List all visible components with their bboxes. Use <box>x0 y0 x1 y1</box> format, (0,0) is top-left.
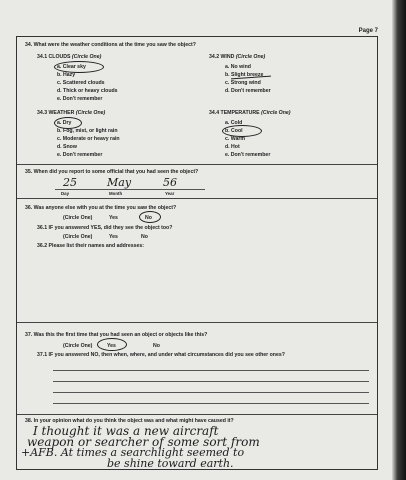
q37-circle-one: (Circle One) <box>63 343 93 349</box>
q37-yes[interactable]: Yes <box>107 343 116 349</box>
q37-answer-line-1[interactable] <box>53 370 369 371</box>
q35-day-label: Day <box>61 191 70 196</box>
q371-text: 37.1 IF you answered NO, then when, where, and under what circumstances did you see other ones? <box>37 352 285 358</box>
q35-date-line <box>55 189 205 190</box>
form-frame <box>16 36 378 470</box>
page-number: Page 7 <box>358 28 378 34</box>
q35-year-label: Year <box>165 191 175 196</box>
temperature-option-c[interactable]: c. Warm <box>225 136 245 142</box>
weather-option-c[interactable]: c. Moderate or heavy rain <box>57 136 120 142</box>
q36-circle-one: (Circle One) <box>63 215 93 221</box>
clouds-option-e[interactable]: e. Don't remember <box>57 96 103 102</box>
wind-option-c[interactable]: c. Strong wind <box>225 80 261 86</box>
weather-answer-circle <box>54 117 82 129</box>
q36-yes[interactable]: Yes <box>109 215 118 221</box>
q37-answer-line-2[interactable] <box>53 381 369 382</box>
wind-option-d[interactable]: d. Don't remember <box>225 88 271 94</box>
q361-circle-one: (Circle One) <box>63 234 93 240</box>
clouds-answer-circle <box>54 61 104 73</box>
q34-weather-label: 34.3 WEATHER (Circle One) <box>37 110 106 116</box>
q36-answer-circle <box>139 211 161 223</box>
section-38 <box>17 415 377 469</box>
q361-no[interactable]: No <box>141 234 148 240</box>
q36-title: 36. Was anyone else with you at the time you saw the object? <box>25 205 177 211</box>
q38-answer-line-1: I thought it was a new aircraft <box>33 424 219 438</box>
section-35 <box>17 165 377 199</box>
q34-temperature-label: 34.4 TEMPERATURE (Circle One) <box>209 110 291 116</box>
q37-title: 37. Was this the first time that you had seen an object or objects like this? <box>25 332 208 338</box>
clouds-option-a[interactable]: a. Clear sky <box>57 64 86 70</box>
clouds-option-d[interactable]: d. Thick or heavy clouds <box>57 88 118 94</box>
temperature-answer-circle <box>222 125 262 137</box>
q38-title: 38. In your opinion what do you think the object was and what might have caused it? <box>25 418 234 424</box>
temperature-option-a[interactable]: a. Cold <box>225 120 243 126</box>
wind-option-a[interactable]: a. No wind <box>225 64 251 70</box>
q35-title: 35. When did you report to some official that you had seen the object? <box>25 169 199 175</box>
q361-yes[interactable]: Yes <box>109 234 118 240</box>
q37-answer-line-4[interactable] <box>53 403 369 404</box>
section-34 <box>17 37 377 165</box>
q36-no[interactable]: No <box>145 215 152 221</box>
q37-no[interactable]: No <box>153 343 160 349</box>
temperature-option-b[interactable]: b. Cool <box>225 128 243 134</box>
weather-option-d[interactable]: d. Snow <box>57 144 77 150</box>
q34-wind-label: 34.2 WIND (Circle One) <box>209 54 266 60</box>
q38-answer-line-4: be shine toward earth. <box>107 457 234 470</box>
q35-month-value: May <box>107 176 132 189</box>
temperature-option-d[interactable]: d. Hot <box>225 144 240 150</box>
section-37 <box>17 323 377 415</box>
q35-month-label: Month <box>109 191 123 196</box>
q35-day-value: 25 <box>63 176 77 189</box>
q34-clouds-label: 34.1 CLOUDS (Circle One) <box>37 54 102 60</box>
weather-option-a[interactable]: a. Dry <box>57 120 72 126</box>
q37-answer-circle <box>97 338 127 351</box>
q362-text: 36.2 Please list their names and addresses: <box>37 243 144 249</box>
section-36 <box>17 199 377 323</box>
q361-text: 36.1 IF you answered YES, did they see the object too? <box>37 225 173 231</box>
temperature-option-e[interactable]: e. Don't remember <box>225 152 271 158</box>
q34-title: 34. What were the weather conditions at the time you saw the object? <box>25 42 196 48</box>
page-edge-shadow <box>392 0 406 480</box>
weather-option-b[interactable]: b. Fog, mist, or light rain <box>57 128 118 134</box>
q38-answer-line-3: +AFB. At times a searchlight seemed to <box>21 446 245 459</box>
q38-answer-line-2: weapon or searcher of some sort from <box>27 435 260 449</box>
clouds-option-b[interactable]: b. Hazy <box>57 72 76 78</box>
wind-option-b[interactable]: b. Slight breeze <box>225 72 264 78</box>
clouds-option-c[interactable]: c. Scattered clouds <box>57 80 105 86</box>
weather-option-e[interactable]: e. Don't remember <box>57 152 103 158</box>
q37-answer-line-3[interactable] <box>53 392 369 393</box>
q35-year-value: 56 <box>163 176 177 189</box>
